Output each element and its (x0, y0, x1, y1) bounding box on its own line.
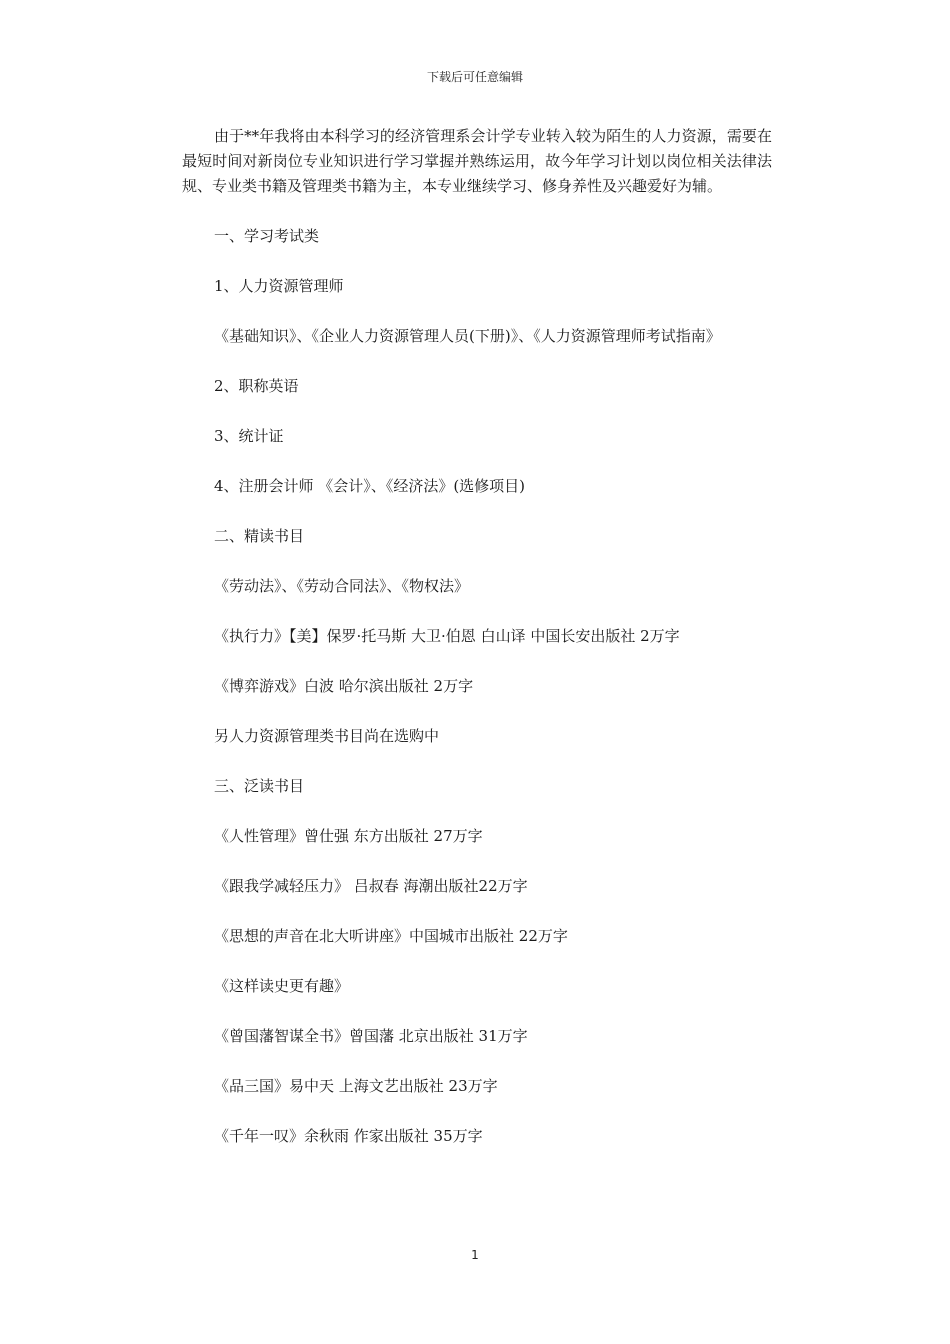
list-item-title-english: 2、职称英语 (214, 377, 299, 395)
book-item-laws: 《劳动法》、《劳动合同法》、《物权法》 (214, 577, 470, 595)
book-item-human-management: 《人性管理》曾仕强 东方出版社 27万字 (214, 827, 483, 845)
intro-paragraph: 由于**年我将由本科学习的经济管理系会计学专业转入较为陌生的人力资源，需要在最短时间对新岗位专业知识进行学习掌握并熟练运用，故今年学习计划以岗位相关法律法规、专业类书籍及管理类书籍为主，本专业继续学习、修身养性及兴趣爱好为辅。 (182, 127, 772, 195)
list-item-statistics: 3、统计证 (214, 427, 284, 445)
list-item-cpa: 4、注册会计师 《会计》、《经济法》(选修项目) (214, 477, 526, 495)
book-item-execution: 《执行力》【美】保罗·托马斯 大卫·伯恩 白山译 中国长安出版社 2万字 (214, 627, 680, 645)
list-item-hr-manager-books: 《基础知识》、《企业人力资源管理人员(下册)》、《人力资源管理师考试指南》 (214, 327, 721, 345)
section-heading-study-exams: 一、学习考试类 (214, 227, 320, 245)
page-number: 1 (471, 1248, 479, 1262)
note-hr-books-pending: 另人力资源管理类书目尚在选购中 (214, 727, 440, 745)
book-item-stress-relief: 《跟我学减轻压力》 吕叔春 海潮出版社22万字 (214, 877, 528, 895)
book-item-history-fun: 《这样读史更有趣》 (214, 977, 350, 995)
book-item-millennium-sigh: 《千年一叹》余秋雨 作家出版社 35万字 (214, 1127, 483, 1145)
book-item-zeng-guofan: 《曾国藩智谋全书》曾国藩 北京出版社 31万字 (214, 1027, 528, 1045)
section-heading-extensive-reading: 三、泛读书目 (214, 777, 305, 795)
document-body (182, 124, 772, 1174)
book-item-three-kingdoms: 《品三国》易中天 上海文艺出版社 23万字 (214, 1077, 498, 1095)
list-item-hr-manager: 1、人力资源管理师 (214, 277, 344, 295)
book-item-game-theory: 《博弈游戏》白波 哈尔滨出版社 2万字 (214, 677, 474, 695)
section-heading-intensive-reading: 二、精读书目 (214, 527, 305, 545)
book-item-peking-lectures: 《思想的声音在北大听讲座》中国城市出版社 22万字 (214, 927, 568, 945)
page-header: 下载后可任意编辑 (426, 70, 523, 84)
